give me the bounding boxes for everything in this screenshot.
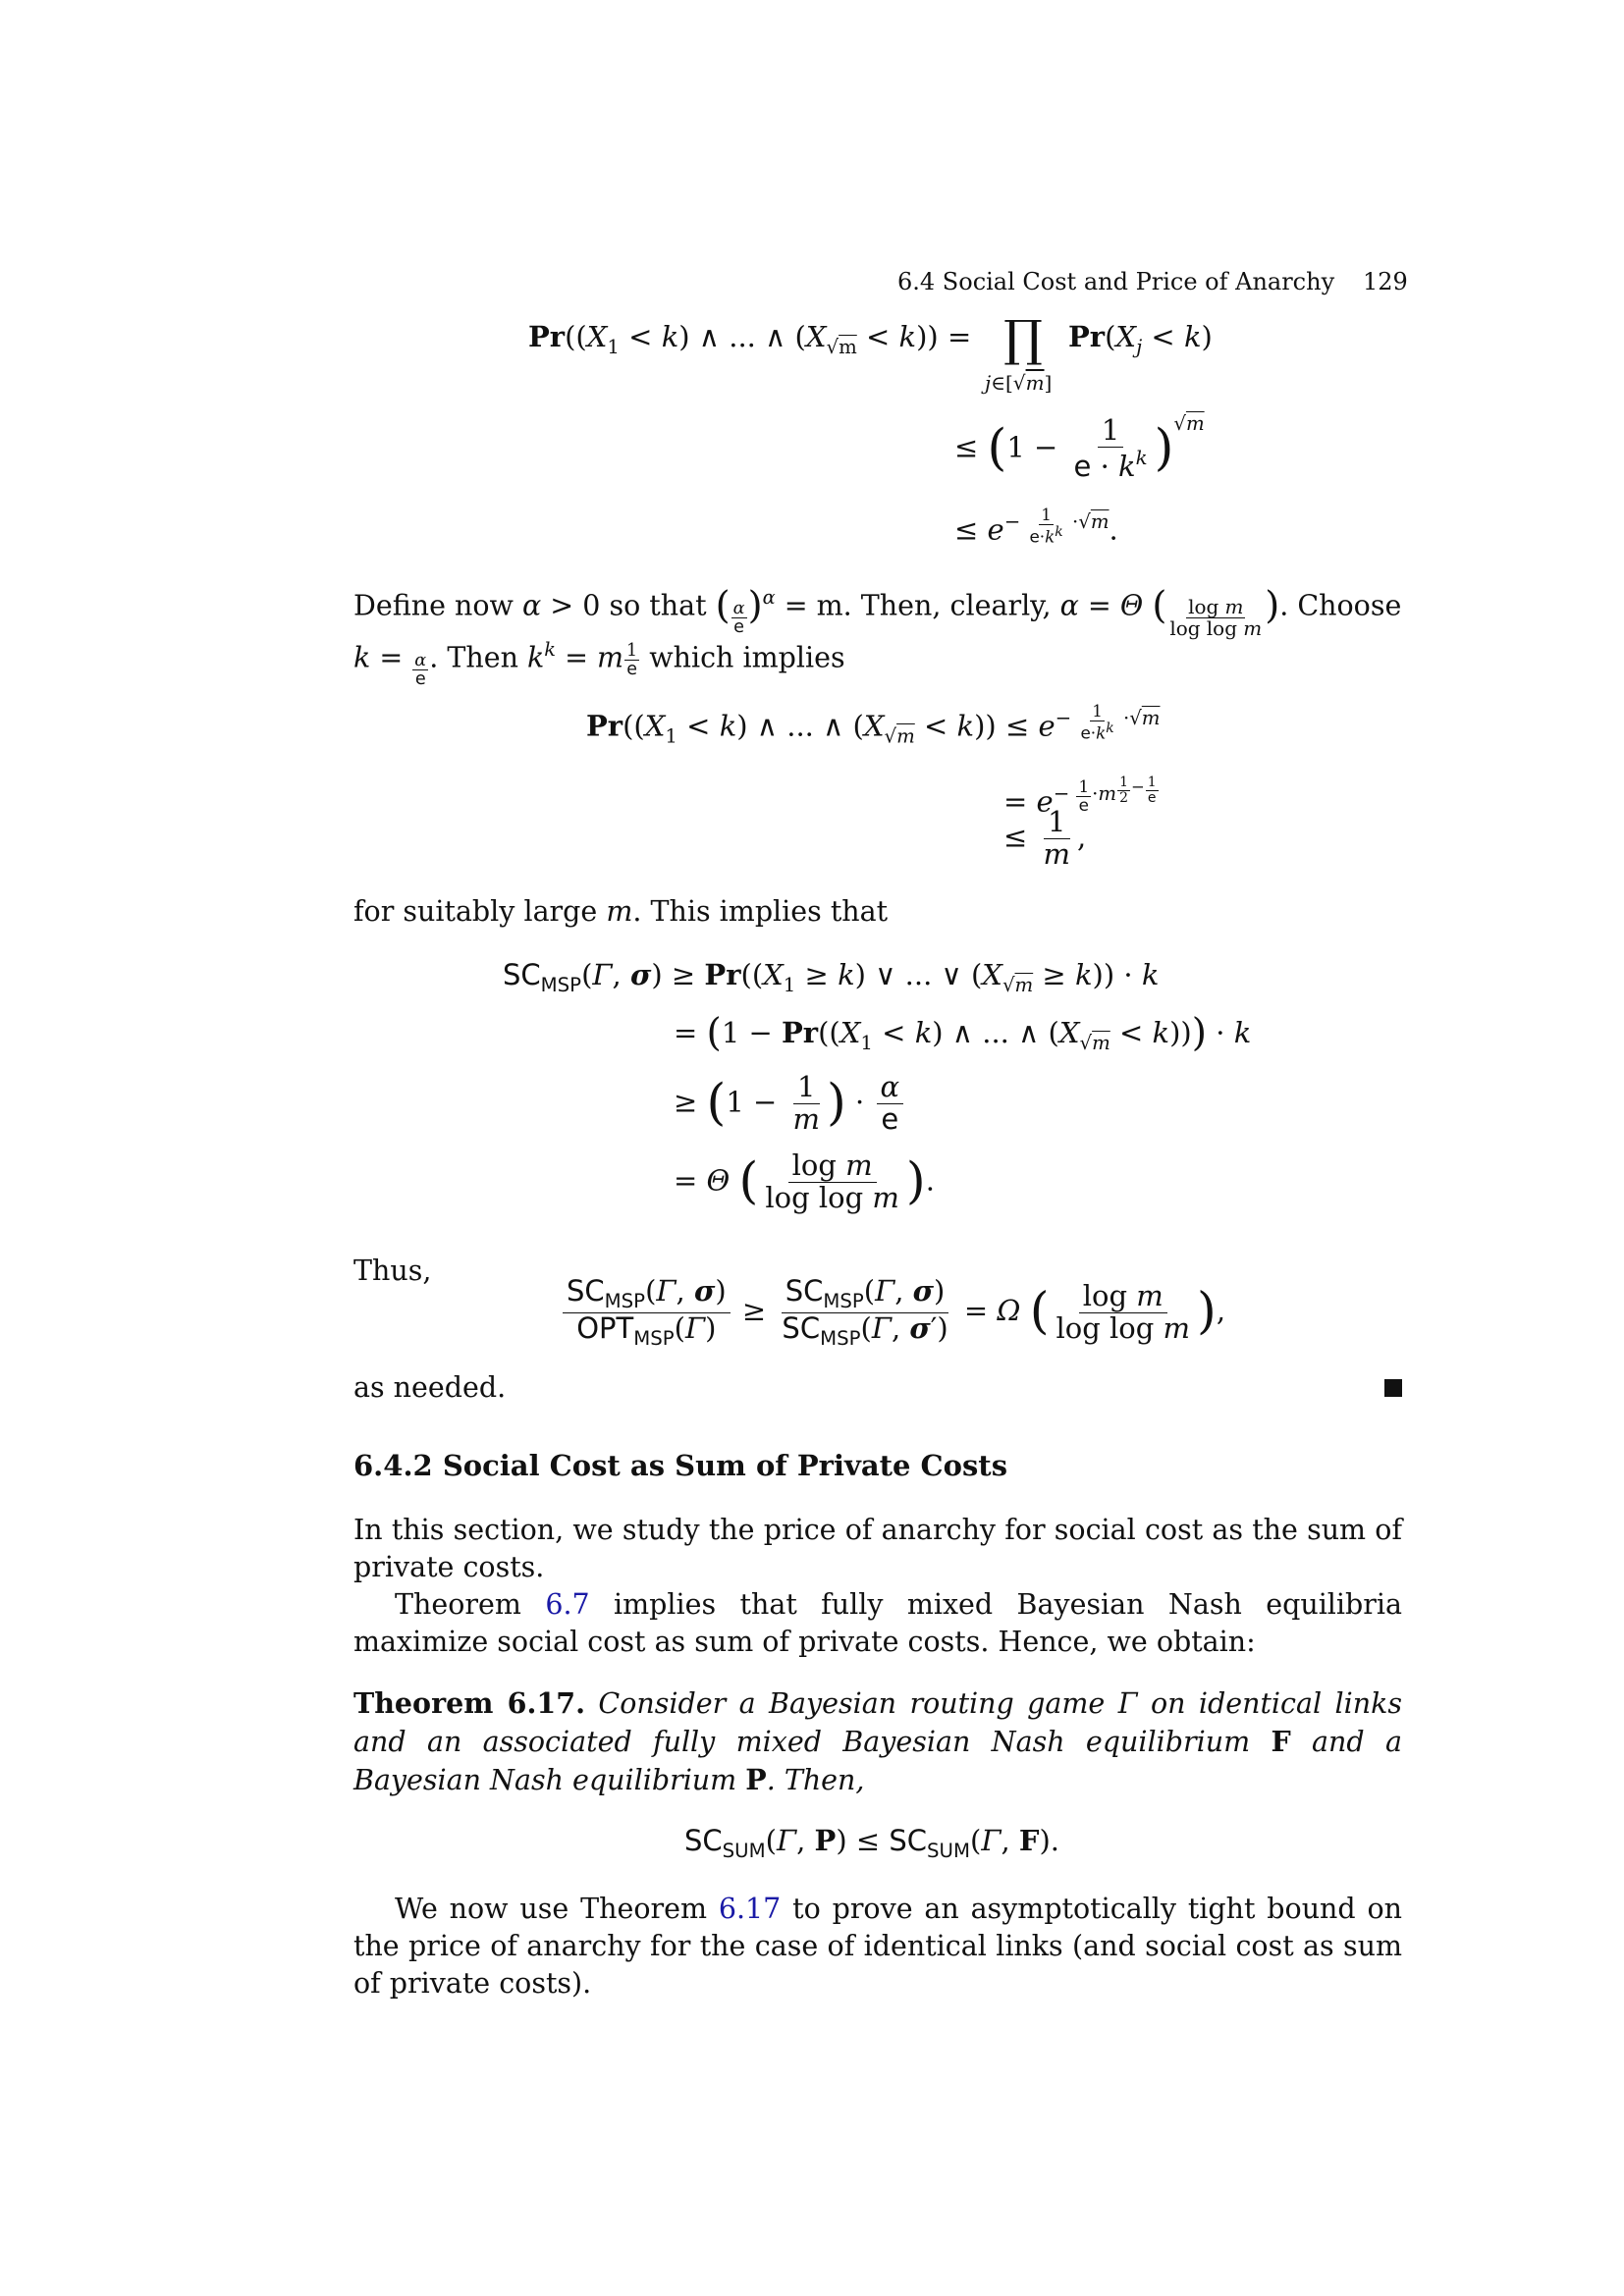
running-header-section: 6.4 Social Cost and Price of Anarchy bbox=[897, 268, 1335, 295]
equation-block2-line3: ≤ $\frac{1}{m}$ , bbox=[1003, 805, 1087, 871]
thus-label: Thus, bbox=[353, 1255, 432, 1287]
product-index: j∈[√m] bbox=[985, 371, 1053, 395]
equation-sc-line4: = Θ ( $\frac{\text{log m}}{\text{log log m}}$ ). bbox=[674, 1148, 935, 1214]
product-symbol: ∏ bbox=[1003, 310, 1043, 367]
equation-ratio: $\frac{SC_{MSP}(\Gamma, \sigma)}{OPT_{MSP}(\Gamma)}$ ≥ $\frac{SC_{MSP}(\Gamma, \sigma)}{SC_{MSP}(\Gamma, \sigma')}$ = Ω ( $\frac{\text{log m}}{\text{log log m}}$ ), bbox=[560, 1276, 1225, 1349]
define-line-2: k = $\frac{\alpha}{e}$ . Then $k^k = m$ $^{\frac{1}{e}}$ which implies bbox=[353, 638, 845, 690]
equation-sc-line2: = ($1 - Pr((X_1 < k)$ ∧ ... ∧ $(X_{√m} < k))) \cdot k$ bbox=[674, 1011, 1252, 1055]
equation-sc-line3: ≥ (1 − $\frac{1}{m}$ ) · $\frac{\alpha}{e}$ bbox=[674, 1072, 906, 1136]
equation-bound-line3: ≤ $e^{- \frac{1}{e\cdot k^k} \cdot√m}$. bbox=[954, 505, 1118, 547]
equation-sum-bound: $SC_{SUM}(\Gamma$, $P) \le SC_{SUM}(\Gamma$, F). bbox=[684, 1824, 1060, 1862]
suitably-line: for suitably large m. This implies that bbox=[353, 895, 889, 928]
equation-bound-line2: ≤ (1 − $\frac{1}{e \cdot k^k}$ )$^{√m}$ bbox=[954, 412, 1205, 484]
equation-sc-line1: $SC_{MSP}(\Gamma$, $\sigma) \ge Pr((X_1 \ge k)$ ∨ ... ∨ $(X_{√m} \ge k)) \cdot k$ bbox=[503, 958, 1160, 996]
page-number: 129 bbox=[1363, 268, 1408, 295]
paragraph-intro: In this section, we study the price of anarchy for social cost as the sum of private costs. bbox=[353, 1514, 1402, 1583]
equation-block2-line2: = $e^{- \frac{1}{e} \cdot m ^{\frac{1}{2} - \frac{1}{e}}}$ bbox=[1003, 774, 1157, 819]
define-line-1: Define now α > 0 so that ( $\frac{\alpha}{e}$ )$^\alpha$ = m. Then, clearly, α = Θ ( $\frac{\text{log m}}{\text{log log m}}$ ). Choose bbox=[353, 583, 1402, 640]
equation-block2-line1: $Pr((X_1 < k)$ ∧ ... ∧ $(X_{√m} < k)) \le e^{- \frac{1}{e\cdot k^k} \cdot√m}$ bbox=[586, 701, 1161, 748]
paragraph-theorem-ref: Theorem 6.7 implies that fully mixed Bayesian Nash equilibria maximize social cost as sum of private costs. Hence, we obtain: bbox=[353, 1588, 1403, 1658]
paragraph-asymptotic: We now use Theorem 6.17 to prove an asymptotically tight bound on the price of anarchy for the case of identical links (and social cost as sum of private costs). bbox=[353, 1893, 1403, 2000]
subsection-heading: 6.4.2 Social Cost as Sum of Private Costs bbox=[353, 1449, 1008, 1482]
theorem-6-17: Theorem 6.17. Consider a Bayesian routing game Γ on identical links and an associated fully mixed Bayesian Nash equilibrium F and a Bayesian Nash equilibrium P. Then, bbox=[353, 1686, 1402, 1796]
qed-icon bbox=[1384, 1379, 1402, 1397]
theorem-label: Theorem 6.17. bbox=[353, 1686, 585, 1720]
as-needed: as needed. bbox=[353, 1371, 507, 1404]
product-term: $Pr(X_j < k)$ bbox=[1068, 320, 1213, 358]
equation-probability-product: $Pr((X_1 < k)$ ∧ ... ∧ $(X_{√m} < k)$) = bbox=[528, 320, 972, 358]
theorem-6-17-link[interactable]: 6.17 bbox=[718, 1893, 782, 1925]
theorem-6-7-link[interactable]: 6.7 bbox=[545, 1588, 590, 1621]
